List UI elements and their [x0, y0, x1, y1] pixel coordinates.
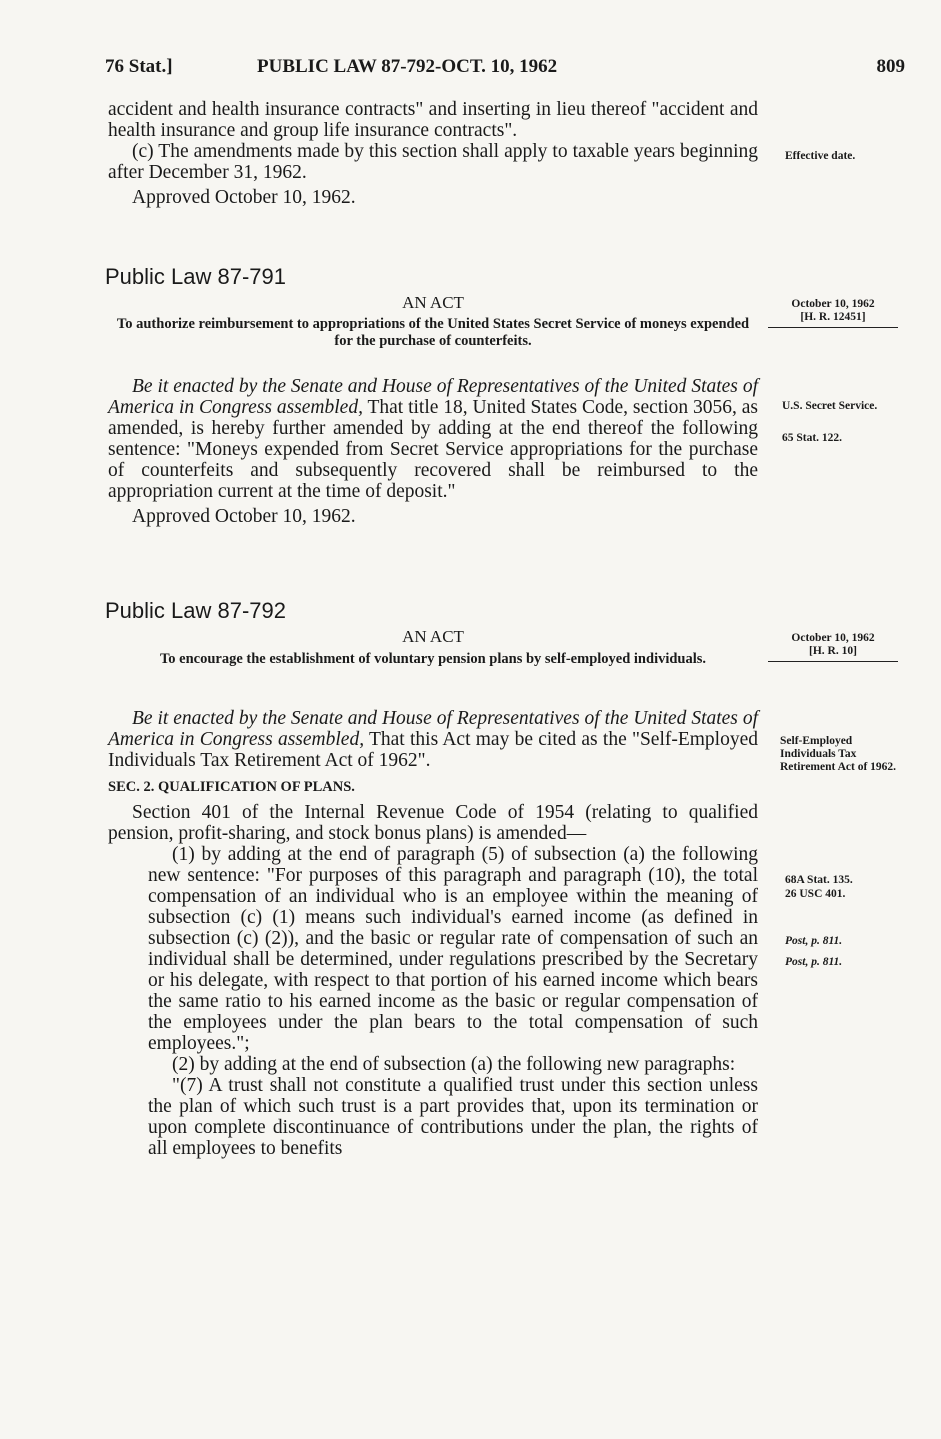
law1-enacting-clause [108, 376, 758, 502]
page-header [105, 56, 905, 86]
margin-effective-date: Effective date. [785, 150, 856, 162]
sec2-item-7: "(7) A trust shall not constitute a qualified trust under this section unless the plan of which such trust is a part provides that, upon its termination or upon complete discontinuance of contributions under the plan, the rights of all employees to benefits [148, 1075, 758, 1159]
law2-margin-date: October 10, 1962 [791, 632, 875, 644]
law1-margin-date: October 10, 1962 [791, 298, 875, 310]
law-title-87-791: Public Law 87-791 [105, 264, 287, 289]
approved-line-1: Approved October 10, 1962. [132, 187, 356, 208]
sec2-item-1: (1) by adding at the end of paragraph (5) of subsection (a) the following new sentence: "For purposes of this paragraph and paragraph (10), the total compensation of an individual who is an employee within the meaning of subsection (c) (1) means such individual's earned income (as defined in subsection (c) (2)), and the basic or regular rate of compensation of such an individual shall be determined, under regulations prescribed by the Secretary or his delegate, with respect to that portion of his earned income which bears the same ratio to his earned income as the basic or regular compensation of the employees under the plan bears to the total compensation of such employees."; [148, 844, 758, 1054]
law2-caption: To encourage the establishment of voluntary pension plans by self-employed individuals. [159, 651, 707, 667]
law2-margin-bill: [H. R. 10] [809, 645, 857, 657]
margin-secret-service: U.S. Secret Service. [782, 400, 878, 412]
carryover-section [108, 99, 758, 208]
enacting-formula-2: Be it enacted by the Senate and House of Representatives of the United States of America in Congress assembled, [108, 708, 758, 750]
margin-post-1: Post, p. 811. [785, 935, 843, 947]
sec2-heading: SEC. 2. QUALIFICATION OF PLANS. [108, 779, 355, 795]
page-number: 809 [876, 56, 905, 77]
enacting-formula: Be it enacted by the Senate and House of Representatives of the United States of America in Congress assembled, [108, 376, 758, 418]
margin-short-title: Self-Employed Individuals Tax Retirement Act of 1962. [780, 735, 897, 773]
statute-volume: 76 Stat.] [105, 56, 173, 77]
subsection-c: (c) The amendments made by this section shall apply to taxable years beginning after December 31, 1962. [108, 141, 758, 183]
approved-line-2: Approved October 10, 1962. [132, 506, 356, 527]
law1-margin-bill: [H. R. 12451] [800, 311, 866, 323]
carryover-line: accident and health insurance contracts" and inserting in lieu thereof "accident and health insurance and group life insurance contracts". [108, 99, 758, 141]
sec2-item-2: (2) by adding at the end of subsection (a) the following new paragraphs: [172, 1054, 736, 1075]
law1-body [108, 376, 758, 527]
law1-text: That title 18, United States Code, section 3056, as amended, is hereby further amended by adding at the end thereof the following sentence: "Moneys expended from Secret Service appropriations for the purchase of counterfeits and subsequently recovered shall be reimbursed to the appropriation current at the time of deposit." [108, 397, 759, 502]
law1-caption: To authorize reimbursement to appropriations of the United States Secret Service of moneys expended for the purchase of counterfeits. [116, 316, 750, 349]
law2-margin-date-block [768, 632, 898, 662]
sec2-intro: Section 401 of the Internal Revenue Code of 1954 (relating to qualified pension, profit-sharing, and stock bonus plans) is amended— [108, 802, 758, 844]
margin-65-stat: 65 Stat. 122. [782, 432, 843, 444]
margin-post-2: Post, p. 811. [785, 956, 843, 968]
law-title-87-792: Public Law 87-792 [105, 598, 287, 623]
margin-26-usc: 26 USC 401. [785, 888, 846, 900]
law2-body [108, 708, 758, 1159]
margin-68a-stat: 68A Stat. 135. [785, 874, 853, 886]
law2-enacting-clause [108, 708, 758, 771]
law2-text: That this Act may be cited as the "Self-Employed Individuals Tax Retirement Act of 1962". [108, 729, 759, 771]
an-act-heading-2: AN ACT [402, 627, 464, 646]
law1-margin-date-block [768, 298, 898, 328]
an-act-heading-1: AN ACT [402, 293, 464, 312]
running-head: PUBLIC LAW 87-792-OCT. 10, 1962 [257, 56, 558, 77]
